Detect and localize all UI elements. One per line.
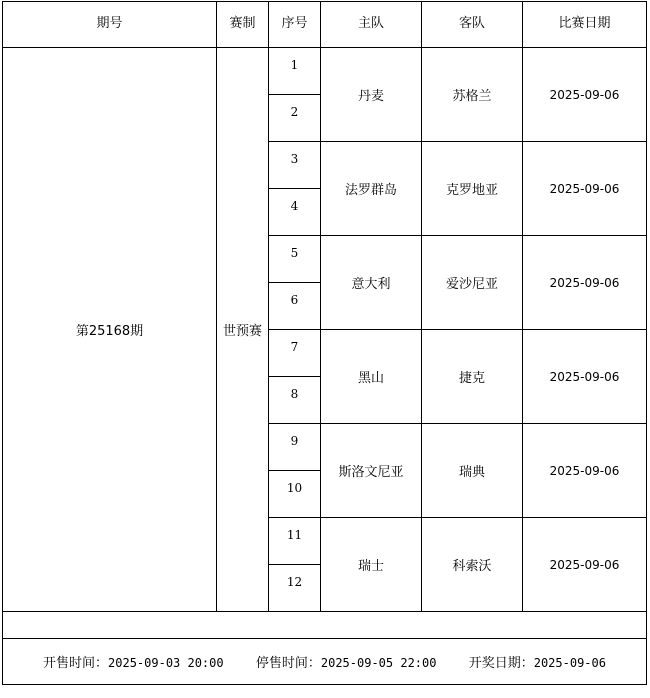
footer-row	[3, 639, 647, 685]
away-team-cell: 苏格兰	[422, 48, 523, 142]
header-period: 期号	[3, 2, 217, 48]
spacer-row	[3, 612, 647, 639]
home-team-cell: 斯洛文尼亚	[321, 424, 422, 518]
match-date-cell: 2025-09-06	[523, 236, 647, 330]
seq-cell: 2	[269, 95, 321, 142]
away-team-cell: 克罗地亚	[422, 142, 523, 236]
seq-cell: 5	[269, 236, 321, 283]
away-team-cell: 科索沃	[422, 518, 523, 612]
empty-cell	[3, 612, 647, 639]
seq-cell: 7	[269, 330, 321, 377]
match-date-cell: 2025-09-06	[523, 142, 647, 236]
match-date-cell: 2025-09-06	[523, 48, 647, 142]
away-team-cell: 瑞典	[422, 424, 523, 518]
sale-close-label: 停售时间：	[255, 656, 321, 671]
header-date: 比赛日期	[523, 2, 647, 48]
header-row	[3, 2, 647, 48]
home-team-cell: 丹麦	[321, 48, 422, 142]
header-away: 客队	[422, 2, 523, 48]
sale-open	[43, 652, 224, 671]
draw-date-label: 开奖日期：	[468, 656, 534, 671]
seq-cell: 9	[269, 424, 321, 471]
sale-open-label: 开售时间：	[43, 656, 109, 671]
seq-cell: 3	[269, 142, 321, 189]
seq-cell: 12	[269, 565, 321, 612]
table-row	[3, 48, 647, 95]
match-date-cell: 2025-09-06	[523, 424, 647, 518]
header-home: 主队	[321, 2, 422, 48]
home-team-cell: 法罗群岛	[321, 142, 422, 236]
footer-cell	[3, 639, 647, 685]
match-date-cell: 2025-09-06	[523, 518, 647, 612]
match-date-cell: 2025-09-06	[523, 330, 647, 424]
footer-info	[3, 652, 646, 671]
away-team-cell: 捷克	[422, 330, 523, 424]
header-format: 赛制	[217, 2, 269, 48]
sale-close-value: 2025-09-05 22:00	[320, 656, 437, 670]
seq-cell: 11	[269, 518, 321, 565]
sale-close	[256, 652, 437, 671]
seq-cell: 4	[269, 189, 321, 236]
home-team-cell: 瑞士	[321, 518, 422, 612]
schedule-table	[2, 1, 647, 685]
seq-cell: 6	[269, 283, 321, 330]
header-seq: 序号	[269, 2, 321, 48]
home-team-cell: 黑山	[321, 330, 422, 424]
sale-open-value: 2025-09-03 20:00	[108, 656, 224, 670]
away-team-cell: 爱沙尼亚	[422, 236, 523, 330]
home-team-cell: 意大利	[321, 236, 422, 330]
draw-date-value: 2025-09-06	[533, 656, 606, 670]
seq-cell: 8	[269, 377, 321, 424]
draw-date	[469, 652, 606, 671]
format-cell: 世预赛	[217, 48, 269, 612]
seq-cell: 1	[269, 48, 321, 95]
seq-cell: 10	[269, 471, 321, 518]
period-cell: 第25168期	[3, 48, 217, 612]
